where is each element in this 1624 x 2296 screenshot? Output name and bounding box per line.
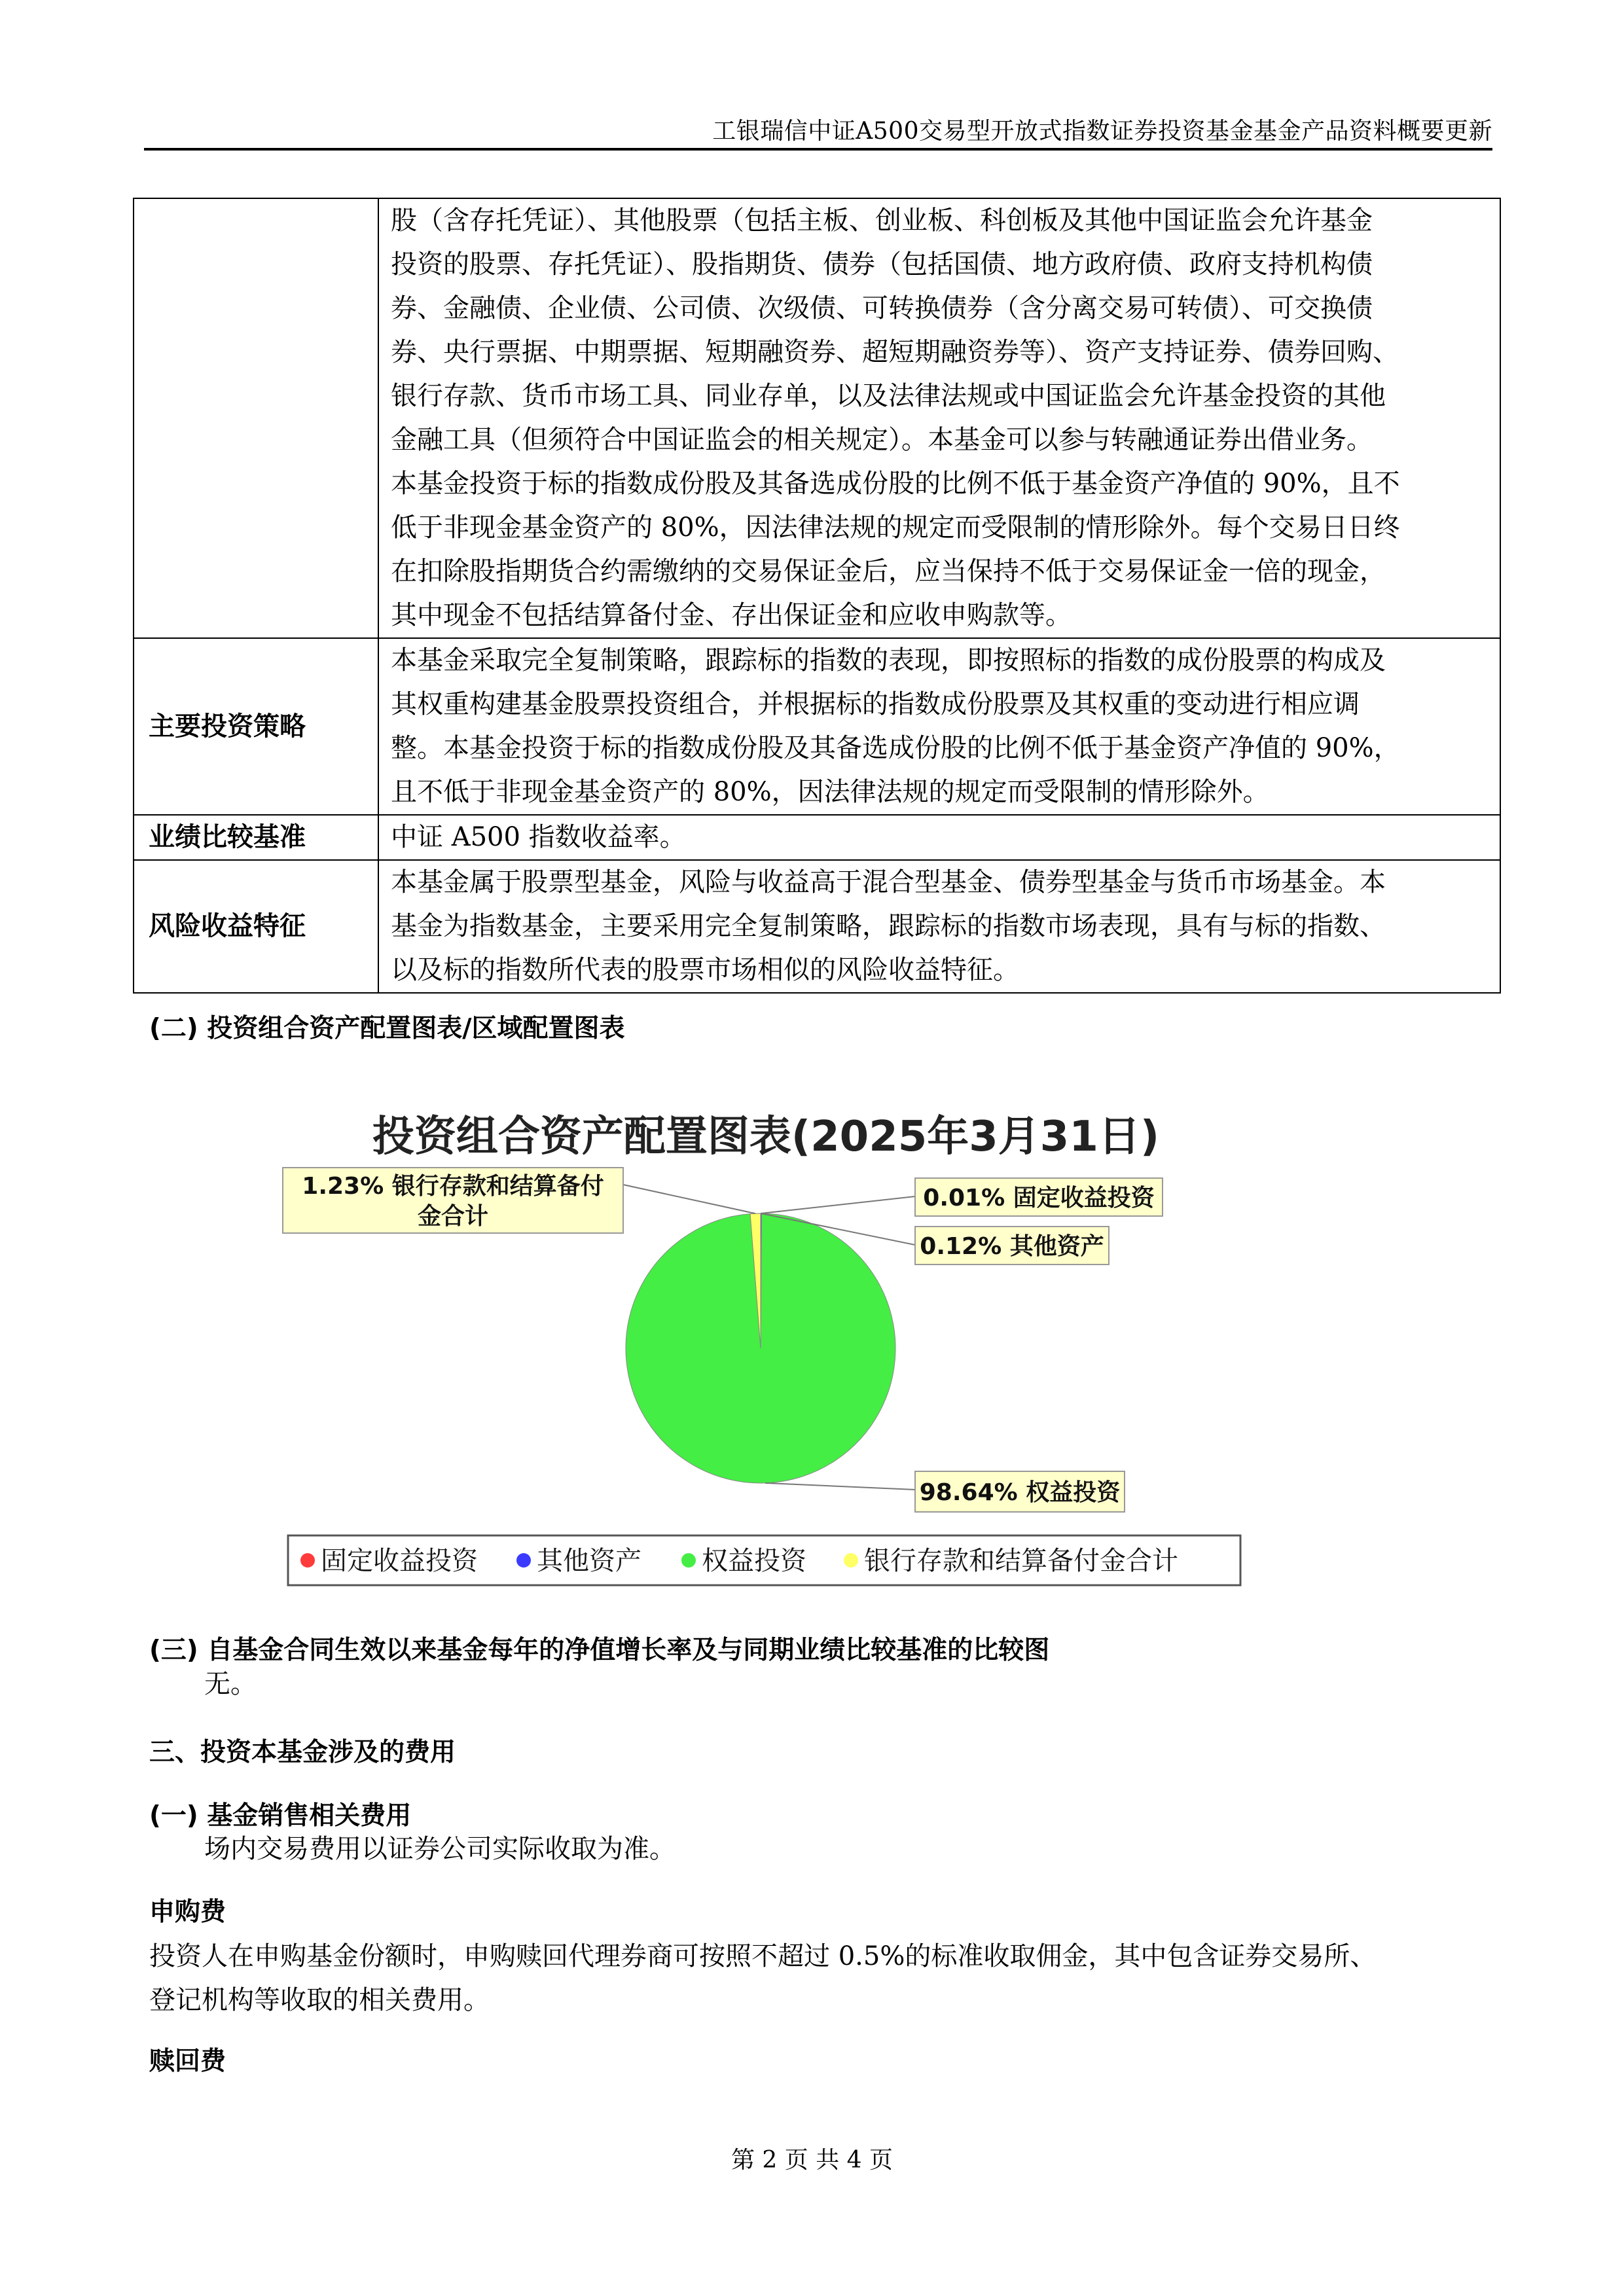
text-line: 金融工具（但须符合中国证监会的相关规定）。本基金可以参与转融通证券出借业务。 xyxy=(391,425,1373,455)
document-header: 工银瑞信中证A500交易型开放式指数证券投资基金基金产品资料概要更新 xyxy=(712,118,1492,145)
text-line: 股（含存托凭证）、其他股票（包括主板、创业板、科创板及其他中国证监会允许基金 xyxy=(391,206,1373,236)
label-equity xyxy=(915,1471,1125,1512)
text-line: 登记机构等收取的相关费用。 xyxy=(149,1985,490,2015)
text-line: 中证 A500 指数收益率。 xyxy=(391,822,686,852)
table-row xyxy=(134,815,1500,860)
data-label: 0.12% 其他资产 xyxy=(920,1233,1104,1260)
legend-entry: 固定收益投资 xyxy=(321,1546,478,1576)
text-line: 投资的股票、存托凭证）、股指期货、债券（包括国债、地方政府债、政府支持机构债 xyxy=(391,249,1373,279)
text-line: 本基金属于股票型基金，风险与收益高于混合型基金、债券型基金与货币市场基金。本 xyxy=(391,867,1386,897)
legend-marker xyxy=(844,1553,858,1568)
chart-title: 投资组合资产配置图表(2025年3月31日) xyxy=(372,1113,1160,1161)
leader-line xyxy=(623,1185,755,1213)
text-line: 其中现金不包括结算备付金、存出保证金和应收申购款等。 xyxy=(391,600,1072,630)
product-info-table xyxy=(133,198,1501,994)
row-label-strategy: 主要投资策略 xyxy=(134,638,378,815)
part-heading: 三、投资本基金涉及的费用 xyxy=(149,1738,456,1767)
text-line: 其权重构建基金股票投资组合，并根据标的指数成份股票及其权重的变动进行相应调 xyxy=(391,689,1360,719)
section-heading: (三) 自基金合同生效以来基金每年的净值增长率及与同期业绩比较基准的比较图 xyxy=(149,1636,1050,1665)
text-line: 在扣除股指期货合约需缴纳的交易保证金后，应当保持不低于交易保证金一倍的现金， xyxy=(391,556,1386,586)
row-value xyxy=(378,638,1500,815)
section-heading: (二) 投资组合资产配置图表/区域配置图表 xyxy=(149,1014,625,1043)
legend-marker xyxy=(516,1553,531,1568)
table-row xyxy=(134,198,1500,638)
legend-entry: 银行存款和结算备付金合计 xyxy=(864,1546,1178,1576)
text-line: 整。本基金投资于标的指数成份股及其备选成份股的比例不低于基金资产净值的 90%， xyxy=(391,733,1400,763)
text-line: 券、金融债、企业债、公司债、次级债、可转换债券（含分离交易可转债）、可交换债 xyxy=(391,293,1373,323)
data-label: 金合计 xyxy=(417,1203,489,1230)
leader-line xyxy=(765,1483,915,1490)
text-line: 本基金采取完全复制策略，跟踪标的指数的表现，即按照标的指数的成份股票的构成及 xyxy=(391,645,1386,675)
data-label: 0.01% 固定收益投资 xyxy=(923,1185,1155,1211)
label-other xyxy=(915,1227,1109,1265)
page-number: 第 2 页 共 4 页 xyxy=(731,2147,893,2174)
asset-allocation-chart xyxy=(275,1100,1257,1604)
legend-marker xyxy=(300,1553,315,1568)
data-label: 98.64% 权益投资 xyxy=(919,1479,1121,1506)
text-line: 银行存款、货币市场工具、同业存单，以及法律法规或中国证监会允许基金投资的其他 xyxy=(391,381,1386,411)
pie-group xyxy=(626,1213,895,1483)
subheading-redeem: 赎回费 xyxy=(149,2047,226,2076)
leader-line xyxy=(761,1196,915,1213)
legend-entry: 其他资产 xyxy=(537,1546,641,1576)
text-line: 以及标的指数所代表的股票市场相似的风险收益特征。 xyxy=(391,955,1019,985)
data-label: 1.23% 银行存款和结算备付 xyxy=(302,1173,604,1200)
label-bank xyxy=(283,1168,623,1233)
row-value xyxy=(378,815,1500,860)
text-line: 且不低于非现金基金资产的 80%，因法律法规的规定而受限制的情形除外。 xyxy=(391,777,1269,807)
section-body: 场内交易费用以证券公司实际收取为准。 xyxy=(204,1834,676,1864)
legend-marker xyxy=(681,1553,696,1568)
table-row xyxy=(134,638,1500,815)
text-line: 低于非现金基金资产的 80%，因法律法规的规定而受限制的情形除外。每个交易日日终 xyxy=(391,512,1400,543)
row-label-risk: 风险收益特征 xyxy=(134,860,378,993)
section-body: 无。 xyxy=(204,1669,257,1699)
legend-entry: 权益投资 xyxy=(702,1546,806,1576)
row-label xyxy=(134,198,378,638)
chart-legend xyxy=(288,1535,1240,1585)
section-heading: (一) 基金销售相关费用 xyxy=(149,1801,412,1831)
text-line: 券、央行票据、中期票据、短期融资券、超短期融资券等）、资产支持证券、债券回购、 xyxy=(391,337,1399,367)
row-label-benchmark: 业绩比较基准 xyxy=(134,815,378,860)
header-rule xyxy=(144,148,1492,151)
subscribe-text xyxy=(149,1935,1498,2022)
text-line: 基金为指数基金，主要采用完全复制策略，跟踪标的指数市场表现，具有与标的指数、 xyxy=(391,911,1386,941)
text-line: 本基金投资于标的指数成份股及其备选成份股的比例不低于基金资产净值的 90%，且不 xyxy=(391,469,1400,499)
subheading-subscribe: 申购费 xyxy=(149,1897,226,1927)
text-line: 投资人在申购基金份额时，申购赎回代理券商可按照不超过 0.5%的标准收取佣金，其中包含证券交易所、 xyxy=(149,1941,1377,1971)
label-fixed-income xyxy=(915,1178,1163,1216)
row-value xyxy=(378,198,1500,638)
table-row xyxy=(134,860,1500,993)
row-value xyxy=(378,860,1500,993)
